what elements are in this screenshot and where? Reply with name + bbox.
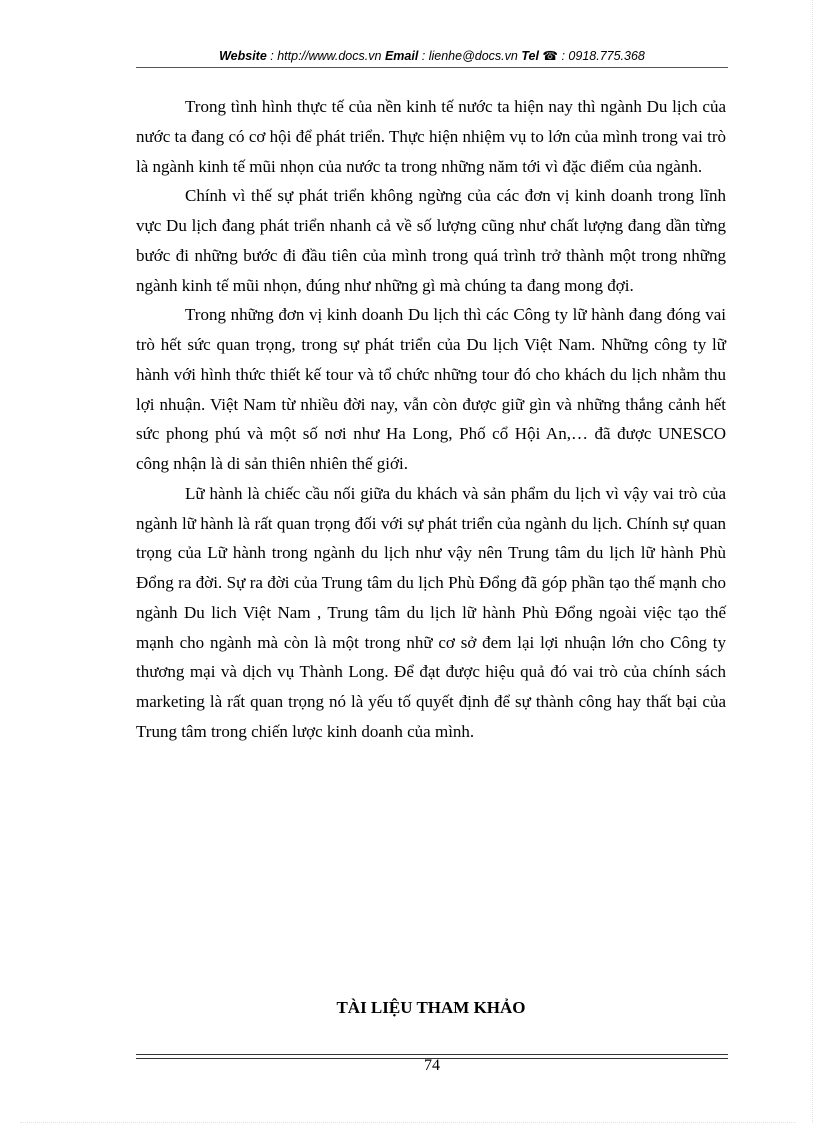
website-url[interactable]: : http://www.docs.vn	[270, 49, 382, 63]
page-header	[136, 48, 728, 63]
document-body	[136, 92, 726, 747]
page-edge-right	[812, 0, 813, 1123]
page-number: 74	[424, 1057, 440, 1074]
paragraph: Trong những đơn vị kinh doanh Du lịch thì các Công ty lữ hành đang đóng vai trò hết sức quan trọng, trong sự phát triển của Du lịch Việt Nam. Những công ty lữ hành với hình thức thiết kế tour và tổ chức những tour đó cho khách du lịch nhằm thu lợi nhuận. Việt Nam từ nhiều đời nay, vẫn còn được giữ gìn và những thắng cảnh hết sức phong phú và một số nơi như Ha Long, Phố cổ Hội An,… đã được UNESCO công nhận là di sản thiên nhiên thế giới.	[136, 305, 726, 473]
email-label: Email	[384, 49, 419, 63]
email-address[interactable]: : lienhe@docs.vn	[421, 49, 518, 63]
paragraph: Chính vì thế sự phát triển không ngừng của các đơn vị kinh doanh trong lĩnh vực Du lịch đang phát triển nhanh cả về số lượng cũng như chất lượng đang dần từng bước đi những bước đi đầu tiên của mình trong quá trình trở thành một trong những ngành kinh tế mũi nhọn, đúng như những gì mà chúng ta đang mong đợi.	[136, 186, 726, 295]
phone-number: : 0918.775.368	[561, 49, 645, 63]
paragraph: Lữ hành là chiếc cầu nối giữa du khách và sản phẩm du lịch vì vậy vai trò của ngành lữ hành là rất quan trọng đối với sự phát triển của ngành du lịch. Chính sự quan trọng của Lữ hành trong ngành du lịch như vậy nên Trung tâm du lịch lữ hành Phù Đổng ra đời. Sự ra đời của Trung tâm du lịch Phù Đổng đã góp phần tạo thế mạnh cho ngành Du lich Việt Nam , Trung tâm du lịch lữ hành Phù Đổng ngoài việc tạo thế mạnh cho ngành mà còn là một trong nhữ cơ sở đem lại lợi nhuận lớn cho Công ty thương mại và dịch vụ Thành Long. Để đạt được hiệu quả đó vai trò của chính sách marketing là rất quan trọng nó là yếu tố quyết định để sự thành công hay thất bại của Trung tâm trong chiến lược kinh doanh của mình.	[136, 483, 726, 741]
references-heading: TÀI LIỆU THAM KHẢO	[336, 998, 526, 1017]
website-label: Website	[219, 49, 267, 63]
phone-label: Tel ☎	[521, 49, 558, 63]
header-divider	[136, 67, 728, 68]
paragraph: Trong tình hình thực tế của nền kinh tế nước ta hiện nay thì ngành Du lịch của nước ta đang có cơ hội để phát triển. Thực hiện nhiệm vụ to lớn của mình trong vai trò là ngành kinh tế mũi nhọn của nước ta trong những năm tới vì đặc điểm của ngành.	[136, 97, 726, 176]
